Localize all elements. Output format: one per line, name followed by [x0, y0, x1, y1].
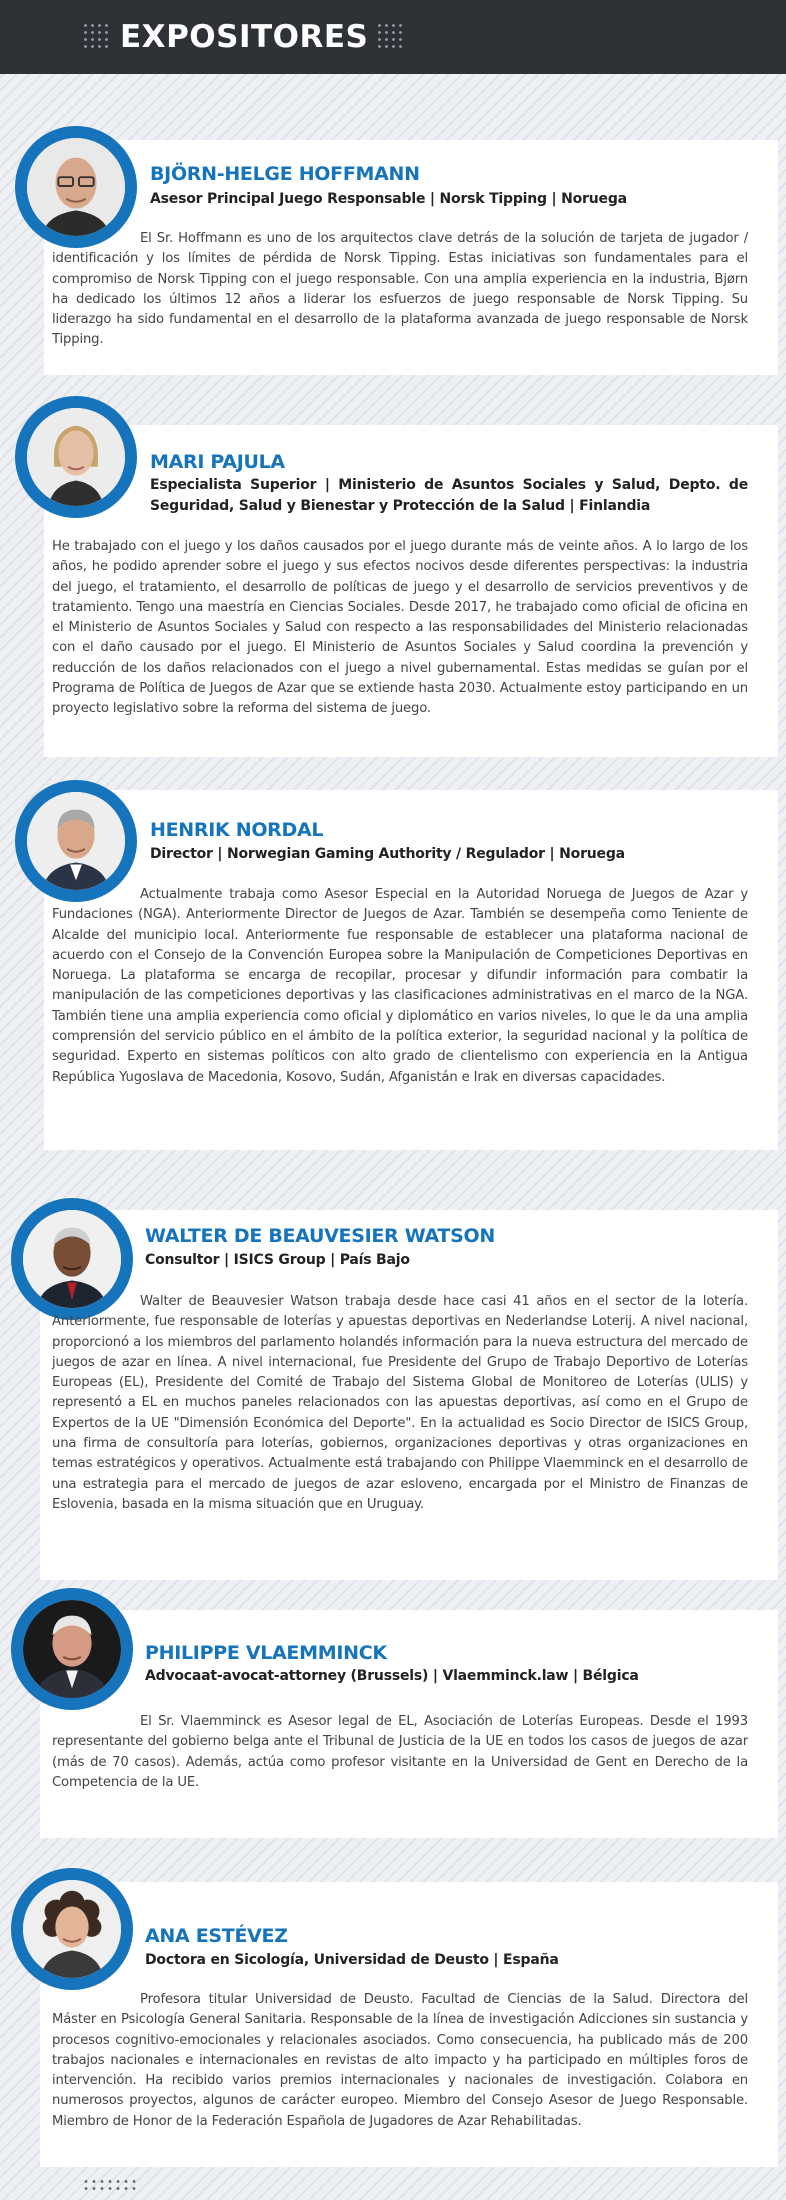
- speaker-name: WALTER DE BEAUVESIER WATSON: [145, 1225, 495, 1247]
- speaker-role: Asesor Principal Juego Responsable | Norsk Tipping | Noruega: [150, 191, 627, 207]
- speaker-role: Director | Norwegian Gaming Authority / Regulador | Noruega: [150, 846, 625, 862]
- photo-grey-hair-man-icon: [27, 792, 125, 890]
- speaker-name: ANA ESTÉVEZ: [145, 1925, 288, 1947]
- speaker-role: Advocaat-avocat-attorney (Brussels) | Vlaemminck.law | Bélgica: [145, 1668, 639, 1684]
- photo-white-hair-man-dark-bg-icon: [23, 1600, 121, 1698]
- speaker-photo: [23, 1600, 121, 1698]
- speaker-name: PHILIPPE VLAEMMINCK: [145, 1642, 387, 1664]
- speaker-bio: Profesora titular Universidad de Deusto. Facultad de Ciencias de la Salud. Directora del Máster en Psicología General Sanitaria. Responsable de la línea de investigación Adicciones sin sustancia y procesos cognitivo-emocionales y relacionales asociados. Como consecuencia, ha publicado más de 200 trabajos nacionales e internacionales en revistas de alto impacto y ha participado en múltiples foros de intervención. Ha recibido varios premios internacionales y nacionales de investigación. Colabora en numerosos proyectos, algunos de carácter europeo. Miembro del Consejo Asesor de Juego Responsable. Miembro de Honor de la Federación Española de Jugadores de Azar Rehabilitadas.: [52, 1992, 748, 2129]
- speaker-bio: El Sr. Vlaemminck es Asesor legal de EL, Asociación de Loterías Europeas. Desde el 1993 representante del gobierno belga ante el Tribunal de Justicia de la UE en todos los casos de juegos de azar (más de 70 casos). Además, actúa como profesor visitante en la Universidad de Gent en Derecho de la Competencia de la UE.: [52, 1714, 748, 1790]
- speaker-name: MARI PAJULA: [150, 451, 285, 473]
- decorative-dots-icon: [82, 2178, 138, 2192]
- decorative-dots-icon: [376, 22, 406, 52]
- photo-curly-hair-woman-icon: [23, 1880, 121, 1978]
- speaker-bio: Walter de Beauvesier Watson trabaja desde hace casi 41 años en el sector de la lotería. Anteriormente, fue responsable de loterías y apuestas deportivas en Nederlandse Loterij. A nivel nacional, proporcionó a los miembros del parlamento holandés información para la nueva estructura del mercado de juegos de azar en línea. A nivel internacional, fue Presidente del Grupo de Trabajo Deportivo de Loterías Europeas (EL), Presidente del Comité de Trabajo del Sistema Global de Monitoreo de Loterías (ULIS) y representó a EL en muchos paneles relacionados con las apuestas deportivas, así como en el Grupo de Expertos de la UE "Dimensión Económica del Deporte". En la actualidad es Socio Director de ISICS Group, una firma de consultoría para loterías, gobiernos, organizaciones deportivas y otras organizaciones en temas estratégicos y operativos. Actualmente está trabajando con Philippe Vlaemminck en el desarrollo de una estrategia para el mercado de juegos de azar esloveno, encargada por el Ministro de Finanzas de Eslovenia, basada en la misma situación que en Uruguay.: [52, 1294, 748, 1512]
- speaker-photo: [27, 792, 125, 890]
- photo-blonde-woman-icon: [27, 408, 125, 506]
- speaker-photo: [23, 1880, 121, 1978]
- page-header: [0, 0, 786, 74]
- speaker-name: BJÖRN-HELGE HOFFMANN: [150, 163, 420, 185]
- speaker-role: Doctora en Sicología, Universidad de Deusto | España: [145, 1952, 559, 1968]
- speaker-bio: He trabajado con el juego y los daños causados por el juego durante más de veinte años. A lo largo de los años, he podido aprender sobre el juego y sus efectos nocivos desde diferentes perspectivas: la industria del juego, el tratamiento, el desarrollo de políticas de juego y el desarrollo de servicios preventivos y de tratamiento. Tengo una maestría en Ciencias Sociales. Desde 2017, he trabajado como oficial de oficina en el Ministerio de Asuntos Sociales y Salud con respecto a las responsabilidades del Ministerio relacionadas con el daño causado por el juego. El Ministerio de Asuntos Sociales y Salud coordina la prevención y reducción de los daños relacionados con el juego a nivel gubernamental. Estas medidas se guían por el Programa de Política de Juegos de Azar que se extiende hasta 2030. Actualmente estoy participando en un proyecto legislativo sobre la reforma del sistema de juego.: [52, 539, 748, 717]
- decorative-dots-icon: [82, 22, 112, 52]
- speaker-photo: [27, 138, 125, 236]
- speaker-bio: El Sr. Hoffmann es uno de los arquitectos clave detrás de la solución de tarjeta de jugador / identificación y los límites de pérdida de Norsk Tipping. Estas iniciativas son fundamentales para el compromiso de Norsk Tipping con el juego responsable. Con una amplia experiencia en la industria, Bjørn ha dedicado los últimos 12 años a liderar los esfuerzos de juego responsable de Norsk Tipping. Su liderazgo ha sido fundamental en el desarrollo de la plataforma avanzada de juego responsable de Norsk Tipping.: [52, 231, 748, 348]
- page-title: EXPOSITORES: [120, 19, 369, 55]
- speaker-role: Especialista Superior | Ministerio de Asuntos Sociales y Salud, Depto. de Seguridad, Salud y Bienestar y Protección de la Salud | Finlandia: [150, 477, 748, 514]
- speaker-bio: Actualmente trabaja como Asesor Especial en la Autoridad Noruega de Juegos de Azar y Fundaciones (NGA). Anteriormente Director de Juegos de Azar. También se desempeña como Teniente de Alcalde del municipio local. Anteriormente fue responsable de establecer una plataforma nacional de acuerdo con el Consejo de la Convención Europea sobre la Manipulación de Competiciones Deportivas en Noruega. La plataforma se encarga de recopilar, procesar y difundir información para combatir la manipulación de las competiciones deportivas y las clasificaciones administrativas en el marco de la NGA. También tiene una amplia experiencia como oficial y diplomático en varios niveles, lo que le da una amplia comprensión del servicio público en el ámbito de la política exterior, la seguridad nacional y la política de seguridad. Experto en sistemas políticos con alto grado de clientelismo con experiencia en la Antigua República Yugoslava de Macedonia, Kosovo, Sudán, Afganistán e Irak en diversas capacidades.: [52, 887, 748, 1085]
- photo-bald-man-glasses-icon: [27, 138, 125, 236]
- speaker-role: Consultor | ISICS Group | País Bajo: [145, 1252, 410, 1268]
- speaker-photo: [27, 408, 125, 506]
- speaker-name: HENRIK NORDAL: [150, 819, 324, 841]
